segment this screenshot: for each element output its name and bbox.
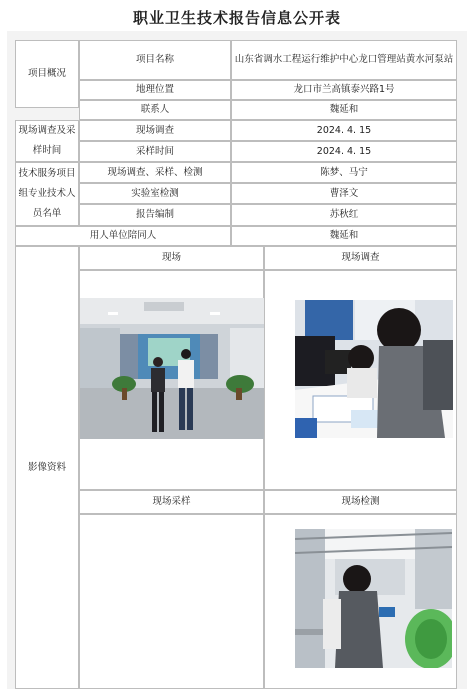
photo3-label: 现场采样 <box>79 490 264 514</box>
project-name-value: 山东省调水工程运行维护中心龙口管理站黄水河泵站 <box>231 40 457 80</box>
escort-label: 用人单位陪同人 <box>15 226 231 246</box>
site-survey-photo <box>295 300 453 438</box>
field-staff-value: 陈梦、马宁 <box>231 162 457 183</box>
lab-staff-label: 实验室检测 <box>79 183 231 204</box>
sampling-label: 采样时间 <box>79 141 231 162</box>
photo2-label: 现场调查 <box>264 246 457 270</box>
survey-value: 2024. 4. 15 <box>231 120 457 141</box>
location-label: 地理位置 <box>79 80 231 100</box>
images-section-label: 影像资料 <box>15 246 79 689</box>
survey-label: 现场调查 <box>79 120 231 141</box>
sampling-value: 2024. 4. 15 <box>231 141 457 162</box>
schedule-section-label: 现场调查及采样时间 <box>15 120 79 162</box>
contact-value: 魏延和 <box>231 100 457 120</box>
report-staff-label: 报告编制 <box>79 204 231 226</box>
field-staff-label: 现场调查、采样、检测 <box>79 162 231 183</box>
disclosure-table <box>7 31 467 689</box>
escort-value: 魏延和 <box>231 226 457 246</box>
staff-section-label: 技术服务项目组专业技术人员名单 <box>15 162 79 226</box>
report-staff-value: 苏秋红 <box>231 204 457 226</box>
project-name-label: 项目名称 <box>79 40 231 80</box>
contact-label: 联系人 <box>79 100 231 120</box>
location-value: 龙口市兰高镇泰兴路1号 <box>231 80 457 100</box>
photo1-label: 现场 <box>79 246 264 270</box>
site-photo <box>80 298 264 439</box>
site-testing-photo <box>295 529 452 668</box>
project-section-label: 项目概况 <box>15 40 79 108</box>
photo4-label: 现场检测 <box>264 490 457 514</box>
lab-staff-value: 曹泽文 <box>231 183 457 204</box>
document-title: 职业卫生技术报告信息公开表 <box>132 9 341 27</box>
photo3-cell <box>79 514 264 689</box>
